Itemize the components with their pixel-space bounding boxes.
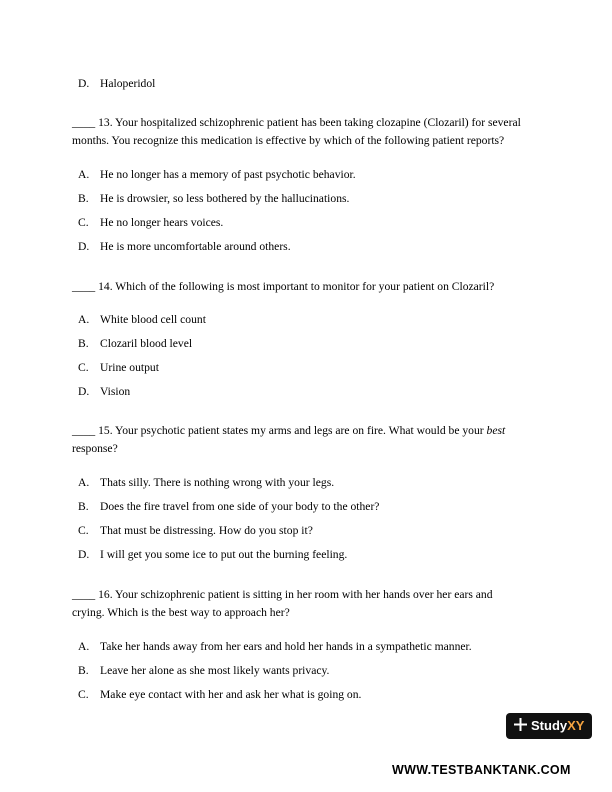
answer-blank: ____ <box>72 424 96 437</box>
brand-accent: XY <box>567 718 585 733</box>
q14-option-a <box>78 311 538 329</box>
option-letter: C. <box>78 688 89 701</box>
option-letter: D. <box>78 77 90 90</box>
option-letter: A. <box>78 313 90 326</box>
option-letter: A. <box>78 640 90 653</box>
option-text: He is more uncomfortable around others. <box>100 240 291 253</box>
option-letter: D. <box>78 385 90 398</box>
option-letter: B. <box>78 192 89 205</box>
answer-blank: ____ <box>72 116 96 129</box>
q15-option-c <box>78 522 538 540</box>
option-letter: B. <box>78 664 89 677</box>
question-text-line1: 15. Your psychotic patient states my arms and legs are on fire. What would be your <box>98 424 487 437</box>
question-text-line1: 16. Your schizophrenic patient is sitting in her room with her hands over her ears and <box>98 588 493 601</box>
question-14 <box>72 278 546 296</box>
option-letter: A. <box>78 476 90 489</box>
option-text: That must be distressing. How do you stop it? <box>100 524 313 537</box>
q16-option-c <box>78 686 538 704</box>
option-letter: B. <box>78 337 89 350</box>
option-text: I will get you some ice to put out the burning feeling. <box>100 548 348 561</box>
option-text: He no longer has a memory of past psychotic behavior. <box>100 168 356 181</box>
footer-site-url[interactable]: WWW.TESTBANKTANK.COM <box>392 763 571 777</box>
emphasis-best: best <box>486 424 506 437</box>
option-letter: C. <box>78 216 89 229</box>
answer-blank: ____ <box>72 280 96 293</box>
option-letter: C. <box>78 361 89 374</box>
question-text-line2: response? <box>72 441 118 455</box>
question-text-line2: months. You recognize this medication is effective by which of the following patient reports? <box>72 133 505 147</box>
question-13 <box>72 114 546 150</box>
question-15 <box>72 422 546 458</box>
option-letter: D. <box>78 240 90 253</box>
answer-blank: ____ <box>72 588 96 601</box>
option-text: White blood cell count <box>100 313 206 326</box>
q16-option-b <box>78 662 538 680</box>
q15-option-d <box>78 546 538 564</box>
question-text-line1: 14. Which of the following is most important to monitor for your patient on Clozaril? <box>98 280 495 293</box>
option-text: Leave her alone as she most likely wants privacy. <box>100 664 330 677</box>
q15-option-a <box>78 474 538 492</box>
option-letter: A. <box>78 168 90 181</box>
option-text: Thats silly. There is nothing wrong with your legs. <box>100 476 335 489</box>
q14-option-d <box>78 383 538 401</box>
option-text: Does the fire travel from one side of your body to the other? <box>100 500 380 513</box>
option-text: Urine output <box>100 361 159 374</box>
plus-icon <box>514 713 528 739</box>
option-text: He is drowsier, so less bothered by the hallucinations. <box>100 192 350 205</box>
q15-option-b <box>78 498 538 516</box>
q13-option-a <box>78 166 538 184</box>
q14-option-b <box>78 335 538 353</box>
option-letter: D. <box>78 548 90 561</box>
question-16 <box>72 586 546 622</box>
question-text-line1: 13. Your hospitalized schizophrenic patient has been taking clozapine (Clozaril) for several <box>98 116 521 129</box>
option-text: Make eye contact with her and ask her what is going on. <box>100 688 362 701</box>
option-letter: B. <box>78 500 89 513</box>
q13-option-c <box>78 214 538 232</box>
question-text-line2: crying. Which is the best way to approach her? <box>72 605 290 619</box>
q13-option-d <box>78 238 538 256</box>
q16-option-a <box>78 638 538 656</box>
option-letter: C. <box>78 524 89 537</box>
q12-option-d <box>78 75 538 93</box>
option-text: Haloperidol <box>100 77 156 90</box>
studyxy-badge[interactable] <box>506 713 592 739</box>
q13-option-b <box>78 190 538 208</box>
option-text: Vision <box>100 385 131 398</box>
option-text: Clozaril blood level <box>100 337 193 350</box>
option-text: Take her hands away from her ears and hold her hands in a sympathetic manner. <box>100 640 472 653</box>
brand-name: Study <box>531 718 568 733</box>
q14-option-c <box>78 359 538 377</box>
option-text: He no longer hears voices. <box>100 216 224 229</box>
